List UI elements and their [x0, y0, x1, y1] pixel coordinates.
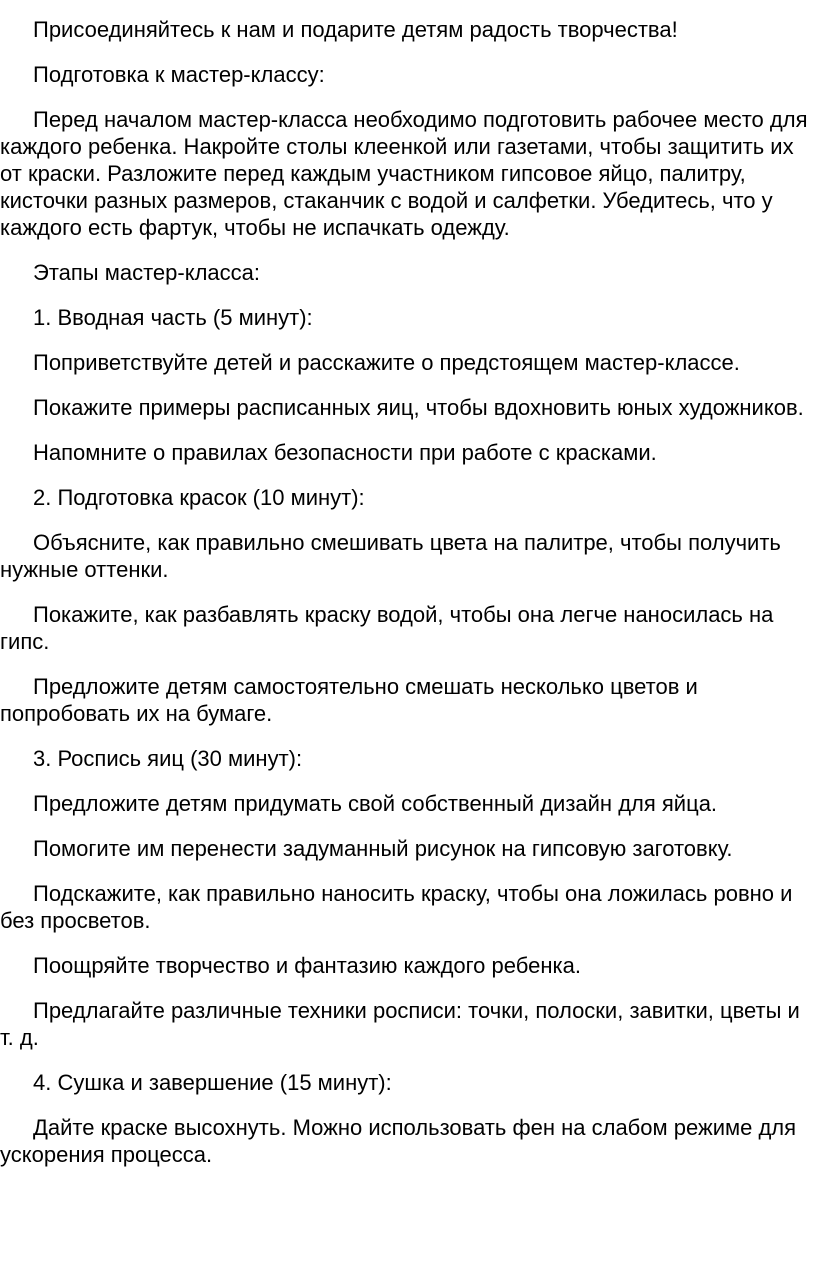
- stage-2-item-practice: Предложите детям самостоятельно смешать несколько цветов и попробовать их на бумаге.: [0, 674, 698, 726]
- stage-3-item-techniques: Предлагайте различные техники росписи: точки, полоски, завитки, цветы и т. д.: [0, 998, 800, 1050]
- stage-3-item-design: Предложите детям придумать свой собственный дизайн для яйца.: [33, 791, 718, 816]
- stage-4-heading: 4. Сушка и завершение (15 минут):: [33, 1070, 392, 1095]
- stage-1-item-greet: Поприветствуйте детей и расскажите о предстоящем мастер-классе.: [33, 350, 740, 375]
- preparation-paragraph: Перед началом мастер-класса необходимо подготовить рабочее место для каждого ребенка. Накройте столы клеенкой или газетами, чтобы защитить их от краски. Разложите перед каждым участником гипсовое яйцо, палитру, кисточки разных размеров, стаканчик с водой и салфетки. Убедитесь, что у каждого есть фартук, чтобы не испачкать одежду.: [0, 107, 808, 240]
- stage-1-item-safety: Напомните о правилах безопасности при работе с красками.: [33, 440, 657, 465]
- stage-3-item-transfer: Помогите им перенести задуманный рисунок на гипсовую заготовку.: [33, 836, 733, 861]
- stage-1-heading: 1. Вводная часть (5 минут):: [33, 305, 313, 330]
- intro-invitation: Присоединяйтесь к нам и подарите детям радость творчества!: [33, 17, 678, 42]
- stage-2-item-diluting: Покажите, как разбавлять краску водой, чтобы она легче наносилась на гипс.: [0, 602, 774, 654]
- stage-3-item-encourage: Поощряйте творчество и фантазию каждого ребенка.: [33, 953, 581, 978]
- stage-2-heading: 2. Подготовка красок (10 минут):: [33, 485, 365, 510]
- stage-1-item-examples: Покажите примеры расписанных яиц, чтобы вдохновить юных художников.: [33, 395, 804, 420]
- stage-2-item-mixing: Объясните, как правильно смешивать цвета на палитре, чтобы получить нужные оттенки.: [0, 530, 781, 582]
- stage-3-item-apply: Подскажите, как правильно наносить краску, чтобы она ложилась ровно и без просветов.: [0, 881, 793, 933]
- section-heading-stages: Этапы мастер-класса:: [33, 260, 260, 285]
- stage-4-item-drying: Дайте краске высохнуть. Можно использовать фен на слабом режиме для ускорения процесса.: [0, 1115, 797, 1167]
- section-heading-preparation: Подготовка к мастер-классу:: [33, 62, 325, 87]
- stage-3-heading: 3. Роспись яиц (30 минут):: [33, 746, 303, 771]
